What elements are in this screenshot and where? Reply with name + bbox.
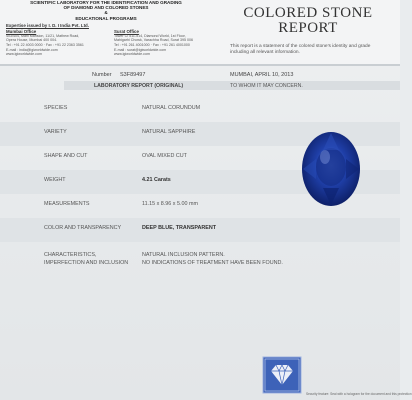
report-description: This report is a statement of the colored stone's identity and grade including all relevant information. [230, 44, 371, 55]
office-line: E-mail : surat@igiworldwide.com [114, 47, 167, 52]
issuer-block [6, 0, 206, 57]
place-date: MUMBAI, APRIL 10, 2013 [230, 72, 294, 78]
field-row-characteristics [0, 242, 400, 278]
report-title-line1: COLORED STONE [243, 5, 373, 21]
lab-name-line: OF DIAMOND AND COLORED STONES [63, 5, 149, 11]
recipient: TO WHOM IT MAY CONCERN. [230, 83, 303, 89]
office-line: Tel : +91 22 4003 0000 · Fax : +91 22 2363 3561 [6, 43, 84, 47]
field-value: 11.15 x 8.96 x 5.00 mm [142, 201, 198, 207]
office-line: Tel : +91 261 4001000 · Fax : +91 261 4001000 [114, 43, 190, 47]
field-label: WEIGHT [44, 177, 66, 183]
office-line: www.igiworldwide.com [6, 52, 42, 57]
report-title-line2: REPORT [278, 20, 338, 36]
field-row [0, 218, 400, 242]
lab-name-line: EDUCATIONAL PROGRAMS [75, 15, 137, 21]
characteristics-label-line: IMPERFECTION AND INCLUSION [44, 260, 129, 266]
office-line: E-mail : india@igiworldwide.com [6, 47, 58, 52]
office-line: Opera House, Mumbai 400 004. [6, 38, 58, 43]
sapphire-photo [301, 131, 361, 207]
seal-note: Security feature: Seal with a hologram for the document and this protection [306, 392, 412, 396]
office-title: Surat Office [114, 28, 139, 34]
field-value: NATURAL SAPPHIRE [142, 129, 196, 135]
field-row [0, 98, 400, 122]
number-label: Number [92, 72, 112, 78]
section-label: LABORATORY REPORT (ORIGINAL) [94, 83, 184, 89]
field-label: VARIETY [44, 129, 67, 135]
field-value: DEEP BLUE, TRANSPARENT [142, 225, 217, 231]
hologram-seal-icon [262, 356, 302, 394]
field-label: SHAPE AND CUT [44, 153, 88, 159]
mumbai-office [6, 29, 96, 57]
office-title: Mumbai Office [6, 28, 37, 34]
lab-name-line: & [104, 10, 108, 16]
characteristics-label-line: CHARACTERISTICS, [44, 252, 97, 258]
office-line: www.igiworldwide.com [114, 52, 150, 57]
report-meta [0, 68, 400, 96]
field-value: OVAL MIXED CUT [142, 153, 187, 159]
expertise-issued-by: Expertise issued by I. D. I India Pvt. Ltd. [6, 22, 89, 28]
gem-table [316, 148, 346, 186]
field-value: 4.21 Carats [142, 177, 171, 183]
office-line: Tower C/ 511-514, Diamond World, 1st Floor, [114, 33, 186, 38]
report-title [228, 6, 388, 36]
field-value: NATURAL CORUNDUM [142, 105, 201, 111]
characteristics-value-line: NATURAL INCLUSION PATTERN. [142, 252, 225, 258]
report-number: S3F89497 [120, 72, 146, 78]
field-label: COLOR AND TRANSPARENCY [44, 225, 122, 231]
characteristics-value-line: NO INDICATIONS OF TREATMENT HAVE BEEN FOUND. [142, 260, 283, 266]
field-value [142, 251, 283, 267]
field-label [44, 251, 128, 267]
gem-highlight [320, 150, 330, 164]
office-line: 403/404, Mani Mansion, 11/21, Mathew Road, [6, 33, 80, 38]
lab-name-line: SCIENTIFIC LABORATORY FOR THE IDENTIFICATION AND GRADING [30, 0, 182, 5]
field-label: SPECIES [44, 105, 68, 111]
field-label: MEASUREMENTS [44, 201, 90, 207]
office-line: Mahigarhi Chowk, Varachha Road, Surat 395 006 [114, 38, 194, 43]
surat-office [114, 29, 204, 57]
office-addresses [6, 29, 206, 57]
